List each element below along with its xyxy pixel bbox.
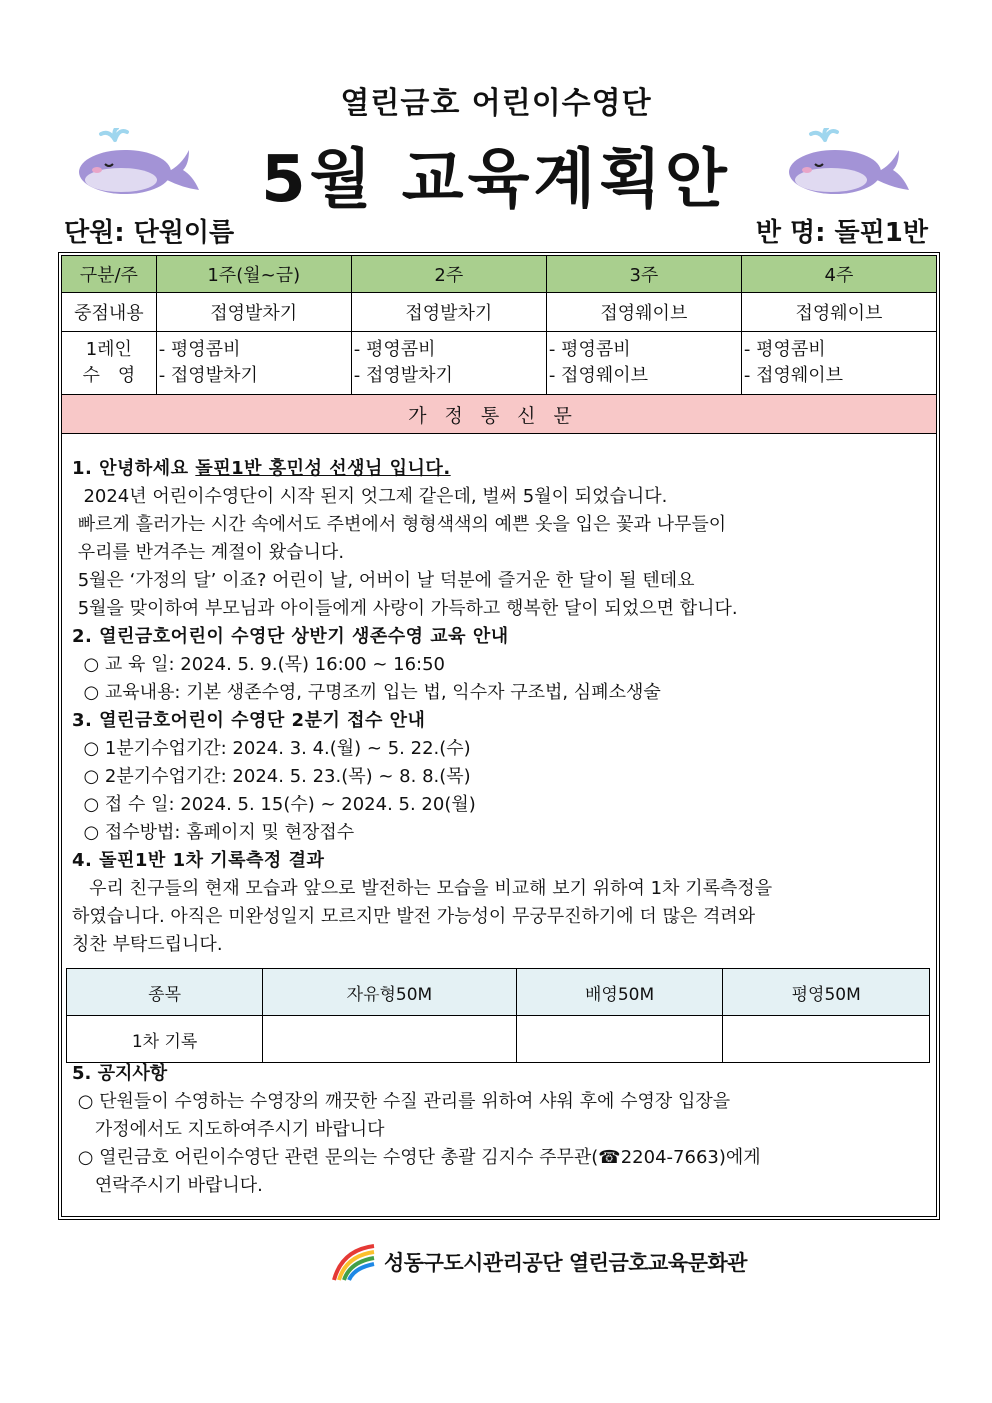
plan-table	[61, 255, 937, 434]
lane-cell	[741, 332, 936, 395]
document-title: 5월 교육계획안	[261, 143, 731, 217]
lane-item: - 평영콤비	[158, 339, 241, 360]
notice-title: 가정통신문	[62, 395, 937, 434]
focus-cell: 접영발차기	[351, 293, 546, 332]
record-header-cell: 종목	[67, 969, 263, 1016]
letter-line: 우리 친구들의 현재 모습과 앞으로 발전하는 모습을 비교해 보기 위하여 1차 기록측정을	[72, 878, 773, 899]
whale-icon	[785, 128, 915, 198]
notice-line: ○ 단원들이 수영하는 수영장의 깨끗한 수질 관리를 위하여 샤워 후에 수영장 입장을	[72, 1091, 731, 1112]
lane-label-line: 1레인	[85, 339, 132, 360]
notice-line: ○ 열린금호 어린이수영단 관련 문의는 수영단 총괄 김지수 주무관(☎2204-7663)에게	[72, 1147, 761, 1168]
plan-focus-row	[62, 293, 937, 332]
lane-cell	[156, 332, 351, 395]
plan-lane-row	[62, 332, 937, 395]
record-value	[263, 1016, 517, 1063]
letter-line: ○ 교육내용: 기본 생존수영, 구명조끼 입는 법, 익수자 구조법, 심폐소생술	[72, 682, 661, 703]
footer	[330, 1240, 747, 1284]
focus-cell: 접영웨이브	[741, 293, 936, 332]
class-name: 반 명: 돌핀1반	[755, 218, 928, 248]
notice-title-row	[62, 395, 937, 434]
plan-header-cell: 4주	[741, 256, 936, 293]
section-3-heading: 3. 열린금호어린이 수영단 2분기 접수 안내	[72, 710, 426, 731]
lane-item: - 접영웨이브	[548, 365, 649, 386]
letter-line: 하였습니다. 아직은 미완성일지 모르지만 발전 가능성이 무궁무진하기에 더 많은 격려와	[72, 906, 756, 927]
letter-line: ○ 접수방법: 홈페이지 및 현장접수	[72, 822, 355, 843]
plan-header-cell: 3주	[546, 256, 741, 293]
focus-cell: 접영웨이브	[546, 293, 741, 332]
letter-line: ○ 접 수 일: 2024. 5. 15(수) ~ 2024. 5. 20(월)	[72, 794, 476, 815]
record-header-cell: 자유형50M	[263, 969, 517, 1016]
record-header-cell: 평영50M	[723, 969, 930, 1016]
notice-line: 가정에서도 지도하여주시기 바랍니다	[72, 1119, 385, 1140]
section-1-heading	[72, 455, 940, 483]
plan-header-cell: 구분/주	[62, 256, 157, 293]
record-table	[66, 968, 930, 1063]
plan-header-row	[62, 256, 937, 293]
record-value	[723, 1016, 930, 1063]
lane-cell	[546, 332, 741, 395]
section-5-heading: 5. 공지사항	[72, 1063, 168, 1084]
letter-line: ○ 2분기수업기간: 2024. 5. 23.(목) ~ 8. 8.(목)	[72, 766, 471, 787]
document-subtitle: 열린금호 어린이수영단	[340, 86, 652, 121]
letter-line: 2024년 어린이수영단이 시작 된지 엇그제 같은데, 벌써 5월이 되었습니다.	[72, 486, 668, 507]
lane-item: - 평영콤비	[743, 339, 826, 360]
notice-line: 연락주시기 바랍니다.	[72, 1175, 263, 1196]
focus-cell: 접영발차기	[156, 293, 351, 332]
section-4-heading: 4. 돌핀1반 1차 기록측정 결과	[72, 850, 325, 871]
letter-line: ○ 1분기수업기간: 2024. 3. 4.(월) ~ 5. 22.(수)	[72, 738, 471, 759]
lane-item: - 접영발차기	[353, 365, 453, 386]
plan-header-cell: 2주	[351, 256, 546, 293]
letter-line: 칭찬 부탁드립니다.	[72, 934, 223, 955]
unit-name: 단원: 단원이름	[64, 218, 235, 248]
focus-label: 중점내용	[62, 293, 157, 332]
lane-item: - 평영콤비	[548, 339, 631, 360]
section-1-heading-text: 1. 안녕하세요	[72, 458, 196, 479]
lane-label	[62, 332, 157, 395]
letter-line: ○ 교 육 일: 2024. 5. 9.(목) 16:00 ~ 16:50	[72, 654, 446, 675]
whale-icon	[75, 128, 205, 198]
letter-line: 5월을 맞이하여 부모님과 아이들에게 사랑이 가득하고 행복한 달이 되었으면 합니다.	[72, 598, 738, 619]
letter-line: 우리를 반겨주는 계절이 왔습니다.	[72, 542, 345, 563]
footer-organization: 성동구도시관리공단 열린금호교육문화관	[384, 1251, 747, 1275]
plan-header-cell: 1주(월~금)	[156, 256, 351, 293]
letter-body	[72, 455, 940, 959]
lane-label-line: 수 영	[82, 365, 136, 386]
letter-line: 5월은 ‘가정의 달’ 이죠? 어린이 날, 어버이 날 덕분에 즐거운 한 달이 될 텐데요	[72, 570, 695, 591]
lane-item: - 접영웨이브	[743, 365, 844, 386]
lane-item: - 평영콤비	[353, 339, 436, 360]
lane-item: - 접영발차기	[158, 365, 258, 386]
notice-section	[72, 1060, 940, 1200]
record-header-cell: 배영50M	[516, 969, 723, 1016]
section-2-heading: 2. 열린금호어린이 수영단 상반기 생존수영 교육 안내	[72, 626, 509, 647]
record-value	[516, 1016, 723, 1063]
teacher-greeting: 돌핀1반 홍민성 선생님 입니다.	[195, 458, 451, 479]
letter-line: 빠르게 흘러가는 시간 속에서도 주변에서 형형색색의 예쁜 옷을 입은 꽃과 나무들이	[72, 514, 727, 535]
record-header-row	[67, 969, 930, 1016]
record-row-label: 1차 기록	[67, 1016, 263, 1063]
record-row	[67, 1016, 930, 1063]
lane-cell	[351, 332, 546, 395]
rainbow-logo-icon	[330, 1242, 378, 1282]
